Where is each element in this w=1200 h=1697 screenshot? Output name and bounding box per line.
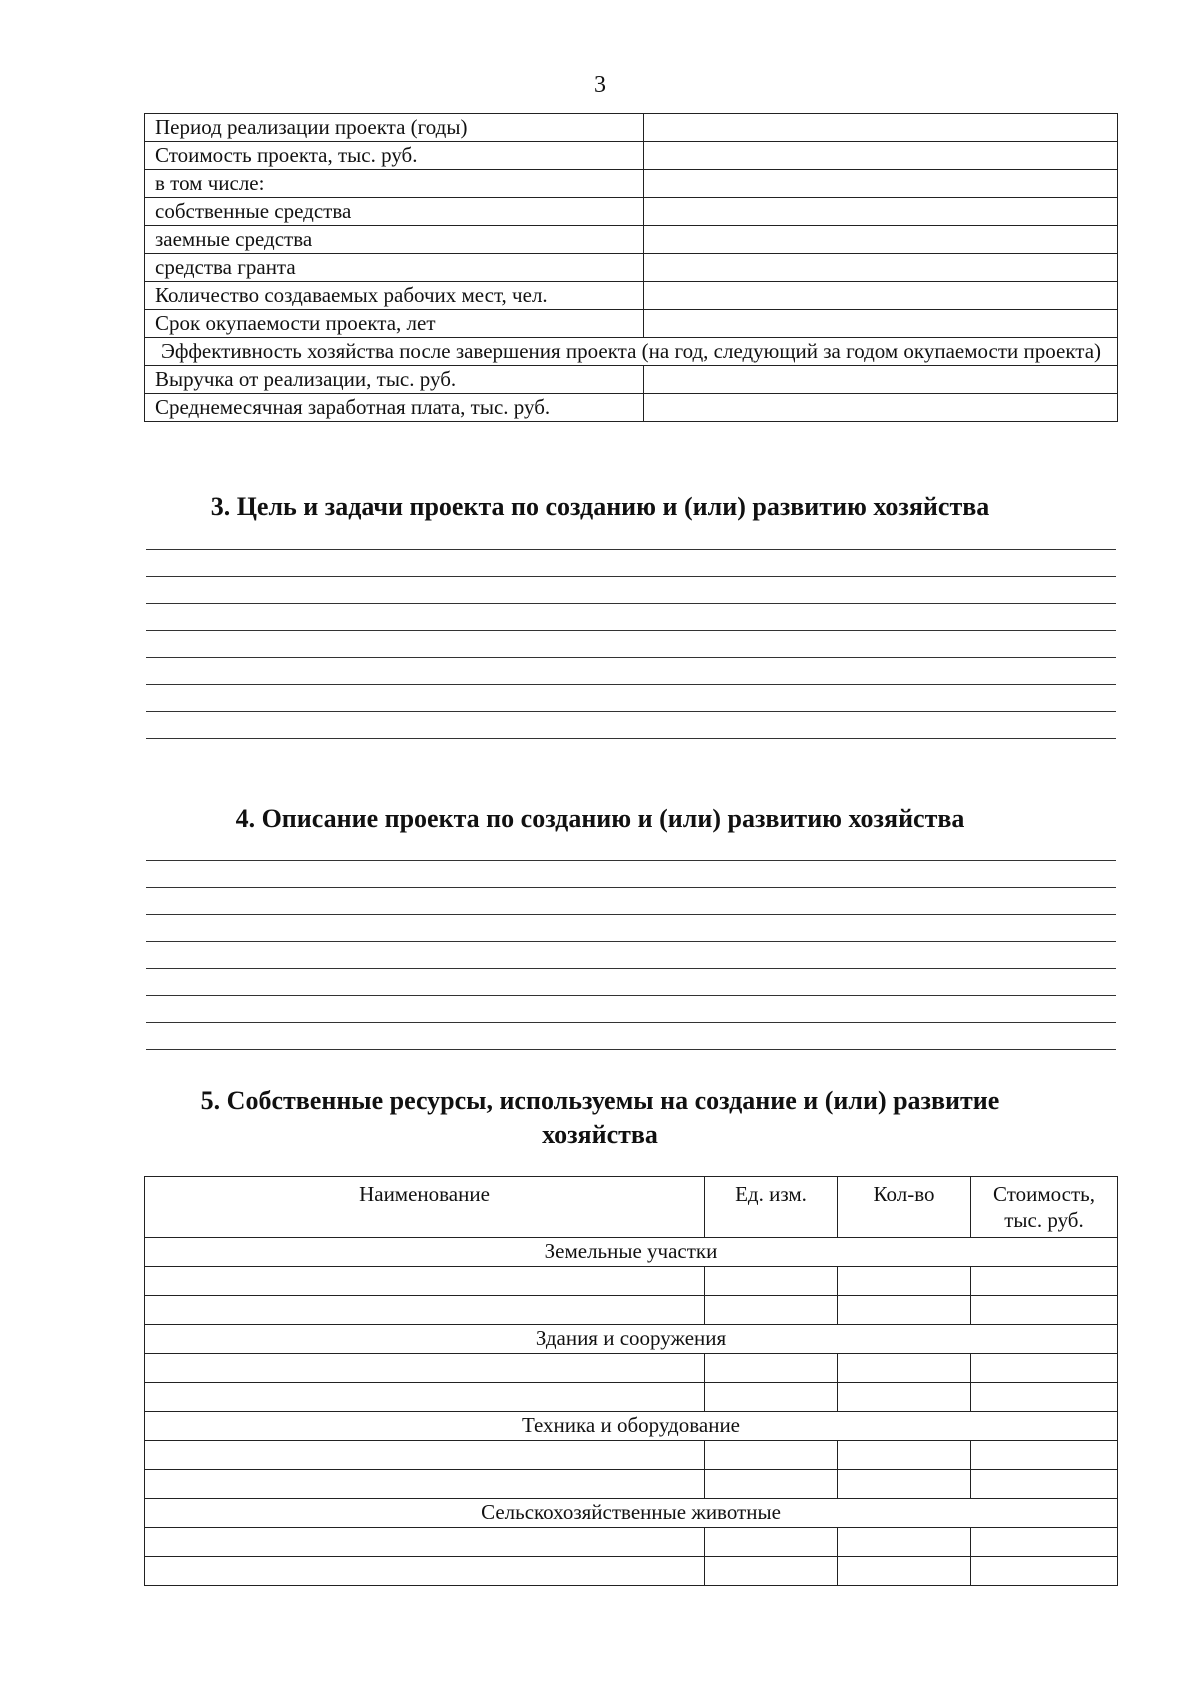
section-4-writing-lines[interactable]	[146, 834, 1116, 1050]
row-label: заемные средства	[145, 226, 644, 254]
writing-line[interactable]	[146, 996, 1116, 1023]
cost-cell[interactable]	[971, 1470, 1118, 1499]
name-cell[interactable]	[145, 1296, 705, 1325]
row-label: собственные средства	[145, 198, 644, 226]
name-cell[interactable]	[145, 1470, 705, 1499]
quantity-cell[interactable]	[838, 1470, 971, 1499]
unit-cell[interactable]	[705, 1296, 838, 1325]
unit-cell[interactable]	[705, 1557, 838, 1586]
quantity-cell[interactable]	[838, 1296, 971, 1325]
section-5-title: 5. Собственные ресурсы, используемы на создание и (или) развитие хозяйства	[200, 1086, 1000, 1149]
name-cell[interactable]	[145, 1383, 705, 1412]
value-cell[interactable]	[644, 394, 1118, 422]
section-row	[145, 1499, 1118, 1528]
table-header-row	[145, 1177, 1118, 1238]
section-row	[145, 1325, 1118, 1354]
project-summary-table	[144, 113, 1118, 422]
table-row	[145, 1383, 1118, 1412]
writing-line[interactable]	[146, 577, 1116, 604]
cost-cell[interactable]	[971, 1557, 1118, 1586]
section-equipment: Техника и оборудование	[145, 1412, 1118, 1441]
header-name: Наименование	[145, 1177, 705, 1238]
row-label: Стоимость проекта, тыс. руб.	[145, 142, 644, 170]
page-number: 3	[594, 72, 606, 98]
section-land: Земельные участки	[145, 1238, 1118, 1267]
quantity-cell[interactable]	[838, 1557, 971, 1586]
quantity-cell[interactable]	[838, 1383, 971, 1412]
table-row	[145, 1296, 1118, 1325]
table-row	[145, 1354, 1118, 1383]
value-cell[interactable]	[644, 114, 1118, 142]
value-cell[interactable]	[644, 170, 1118, 198]
row-label: Срок окупаемости проекта, лет	[145, 310, 644, 338]
value-cell[interactable]	[644, 198, 1118, 226]
section-row	[145, 1238, 1118, 1267]
name-cell[interactable]	[145, 1354, 705, 1383]
cost-cell[interactable]	[971, 1383, 1118, 1412]
section-4-title: 4. Описание проекта по созданию и (или) развитию хозяйства	[235, 804, 965, 833]
quantity-cell[interactable]	[838, 1354, 971, 1383]
cost-cell[interactable]	[971, 1441, 1118, 1470]
header-quantity: Кол-во	[838, 1177, 971, 1238]
cost-cell[interactable]	[971, 1267, 1118, 1296]
name-cell[interactable]	[145, 1557, 705, 1586]
table-row	[145, 394, 1118, 422]
section-animals: Сельскохозяйственные животные	[145, 1499, 1118, 1528]
table-row	[145, 114, 1118, 142]
cost-cell[interactable]	[971, 1528, 1118, 1557]
table-row	[145, 142, 1118, 170]
table-row	[145, 1470, 1118, 1499]
cost-cell[interactable]	[971, 1354, 1118, 1383]
name-cell[interactable]	[145, 1267, 705, 1296]
unit-cell[interactable]	[705, 1354, 838, 1383]
quantity-cell[interactable]	[838, 1441, 971, 1470]
writing-line[interactable]	[146, 915, 1116, 942]
row-label: средства гранта	[145, 254, 644, 282]
row-label: Среднемесячная заработная плата, тыс. руб.	[145, 394, 644, 422]
row-label: Выручка от реализации, тыс. руб.	[145, 366, 644, 394]
value-cell[interactable]	[644, 226, 1118, 254]
writing-line[interactable]	[146, 834, 1116, 861]
quantity-cell[interactable]	[838, 1528, 971, 1557]
value-cell[interactable]	[644, 366, 1118, 394]
writing-line[interactable]	[146, 604, 1116, 631]
quantity-cell[interactable]	[838, 1267, 971, 1296]
table-row	[145, 338, 1118, 366]
table-row	[145, 254, 1118, 282]
own-resources-table	[144, 1176, 1118, 1586]
name-cell[interactable]	[145, 1441, 705, 1470]
table-row	[145, 170, 1118, 198]
header-unit: Ед. изм.	[705, 1177, 838, 1238]
table-row	[145, 1267, 1118, 1296]
table-row	[145, 1441, 1118, 1470]
cost-cell[interactable]	[971, 1296, 1118, 1325]
unit-cell[interactable]	[705, 1267, 838, 1296]
section-buildings: Здания и сооружения	[145, 1325, 1118, 1354]
writing-line[interactable]	[146, 969, 1116, 996]
table-row	[145, 1528, 1118, 1557]
value-cell[interactable]	[644, 142, 1118, 170]
writing-line[interactable]	[146, 1023, 1116, 1050]
writing-line[interactable]	[146, 861, 1116, 888]
value-cell[interactable]	[644, 310, 1118, 338]
table-row	[145, 226, 1118, 254]
table-row	[145, 282, 1118, 310]
writing-line[interactable]	[146, 631, 1116, 658]
writing-line[interactable]	[146, 712, 1116, 739]
unit-cell[interactable]	[705, 1470, 838, 1499]
writing-line[interactable]	[146, 942, 1116, 969]
writing-line[interactable]	[146, 888, 1116, 915]
unit-cell[interactable]	[705, 1441, 838, 1470]
value-cell[interactable]	[644, 282, 1118, 310]
table-row	[145, 198, 1118, 226]
table-row	[145, 310, 1118, 338]
row-label: Период реализации проекта (годы)	[145, 114, 644, 142]
table-row	[145, 366, 1118, 394]
writing-line[interactable]	[146, 523, 1116, 550]
section-3-title: 3. Цель и задачи проекта по созданию и (или) развитию хозяйства	[210, 492, 990, 521]
section-row	[145, 1412, 1118, 1441]
header-cost: Стоимость, тыс. руб.	[971, 1177, 1118, 1238]
efficiency-header: Эффективность хозяйства после завершения проекта (на год, следующий за годом окупаемости проекта)	[145, 338, 1118, 366]
section-3-writing-lines[interactable]	[146, 523, 1116, 739]
unit-cell[interactable]	[705, 1528, 838, 1557]
unit-cell[interactable]	[705, 1383, 838, 1412]
row-label: Количество создаваемых рабочих мест, чел.	[145, 282, 644, 310]
writing-line[interactable]	[146, 658, 1116, 685]
value-cell[interactable]	[644, 254, 1118, 282]
writing-line[interactable]	[146, 685, 1116, 712]
table-row	[145, 1557, 1118, 1586]
writing-line[interactable]	[146, 550, 1116, 577]
row-label: в том числе:	[145, 170, 644, 198]
name-cell[interactable]	[145, 1528, 705, 1557]
